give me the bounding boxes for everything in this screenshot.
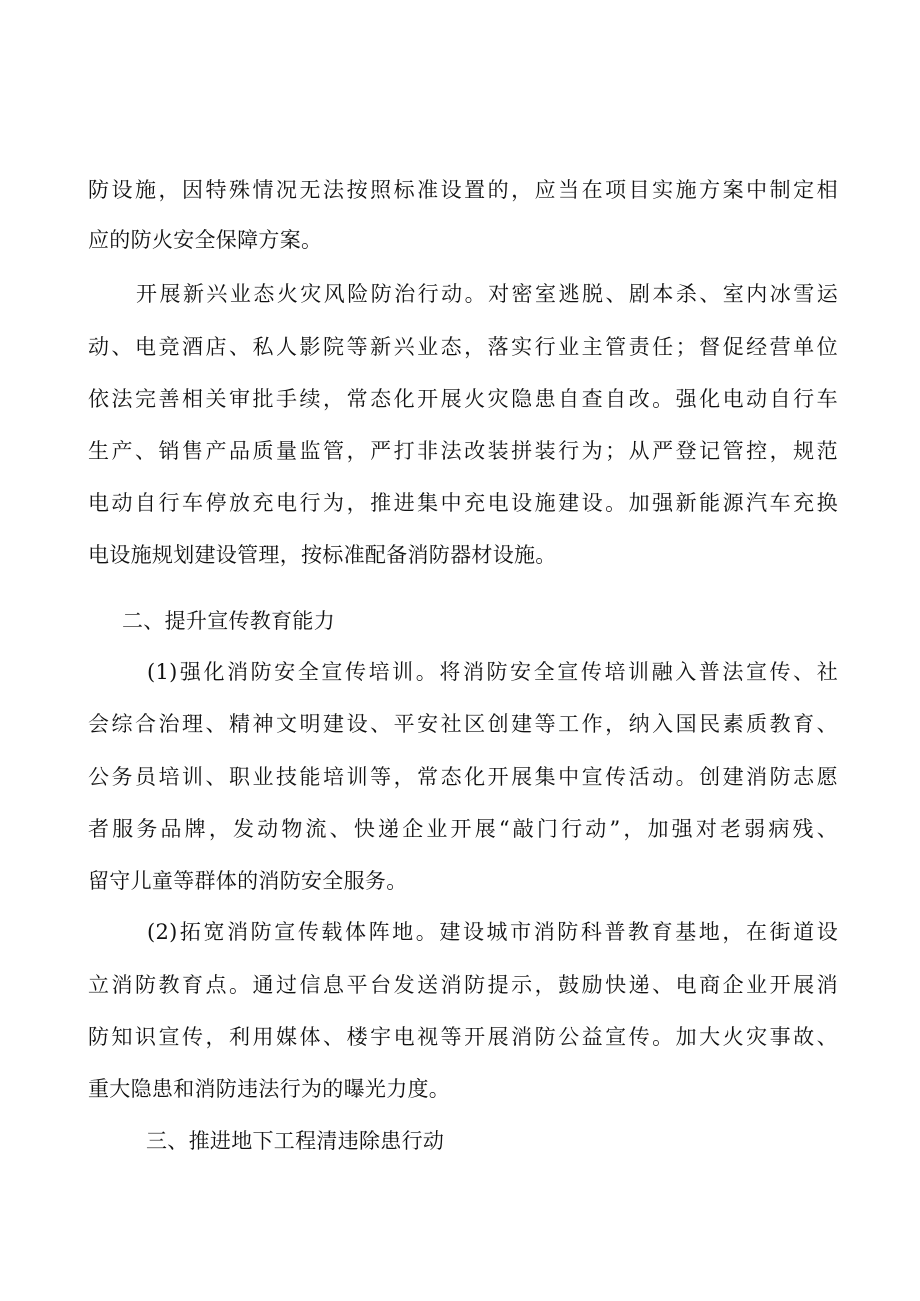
paragraph-4-line-3: 防知识宣传，利用媒体、楼宇电视等开展消防公益宣传。加大火灾事故、 <box>88 1025 838 1049</box>
section-heading-3: 三、推进地下工程清违除患行动 <box>146 1129 445 1153</box>
paragraph-4-line-1: (2)拓宽消防宣传载体阵地。建设城市消防科普教育基地，在街道设 <box>147 920 838 944</box>
paragraph-3-line-1: (1)强化消防安全宣传培训。将消防安全宣传培训融入普法宣传、社 <box>147 660 838 684</box>
paragraph-1-line-2: 应的防火安全保障方案。 <box>88 228 323 252</box>
paragraph-2-line-3: 依法完善相关审批手续，常态化开展火灾隐患自查自改。强化电动自行车 <box>88 387 838 411</box>
paragraph-4-line-4: 重大隐患和消防违法行为的曝光力度。 <box>88 1077 451 1101</box>
paragraph-2-line-5: 电动自行车停放充电行为，推进集中充电设施建设。加强新能源汽车充换 <box>88 491 838 515</box>
paragraph-3-line-2: 会综合治理、精神文明建设、平安社区创建等工作，纳入国民素质教育、 <box>88 712 838 736</box>
paragraph-1-line-1: 防设施，因特殊情况无法按照标准设置的，应当在项目实施方案中制定相 <box>88 178 838 202</box>
paragraph-3-line-4: 者服务品牌，发动物流、快递企业开展“敲门行动”，加强对老弱病残、 <box>88 817 838 841</box>
section-heading-2: 二、提升宣传教育能力 <box>122 609 335 633</box>
paragraph-3-line-5: 留守儿童等群体的消防安全服务。 <box>88 869 408 893</box>
paragraph-3-line-3: 公务员培训、职业技能培训等，常态化开展集中宣传活动。创建消防志愿 <box>88 765 838 789</box>
paragraph-2-line-1: 开展新兴业态火灾风险防治行动。对密室逃脱、剧本杀、室内冰雪运 <box>136 282 838 306</box>
paragraph-2-line-2: 动、电竞酒店、私人影院等新兴业态，落实行业主管责任；督促经营单位 <box>88 335 838 359</box>
paragraph-4-line-2: 立消防教育点。通过信息平台发送消防提示，鼓励快递、电商企业开展消 <box>88 973 838 997</box>
paragraph-2-line-6: 电设施规划建设管理，按标准配备消防器材设施。 <box>88 543 557 567</box>
paragraph-2-line-4: 生产、销售产品质量监管，严打非法改装拼装行为；从严登记管控，规范 <box>88 439 838 463</box>
